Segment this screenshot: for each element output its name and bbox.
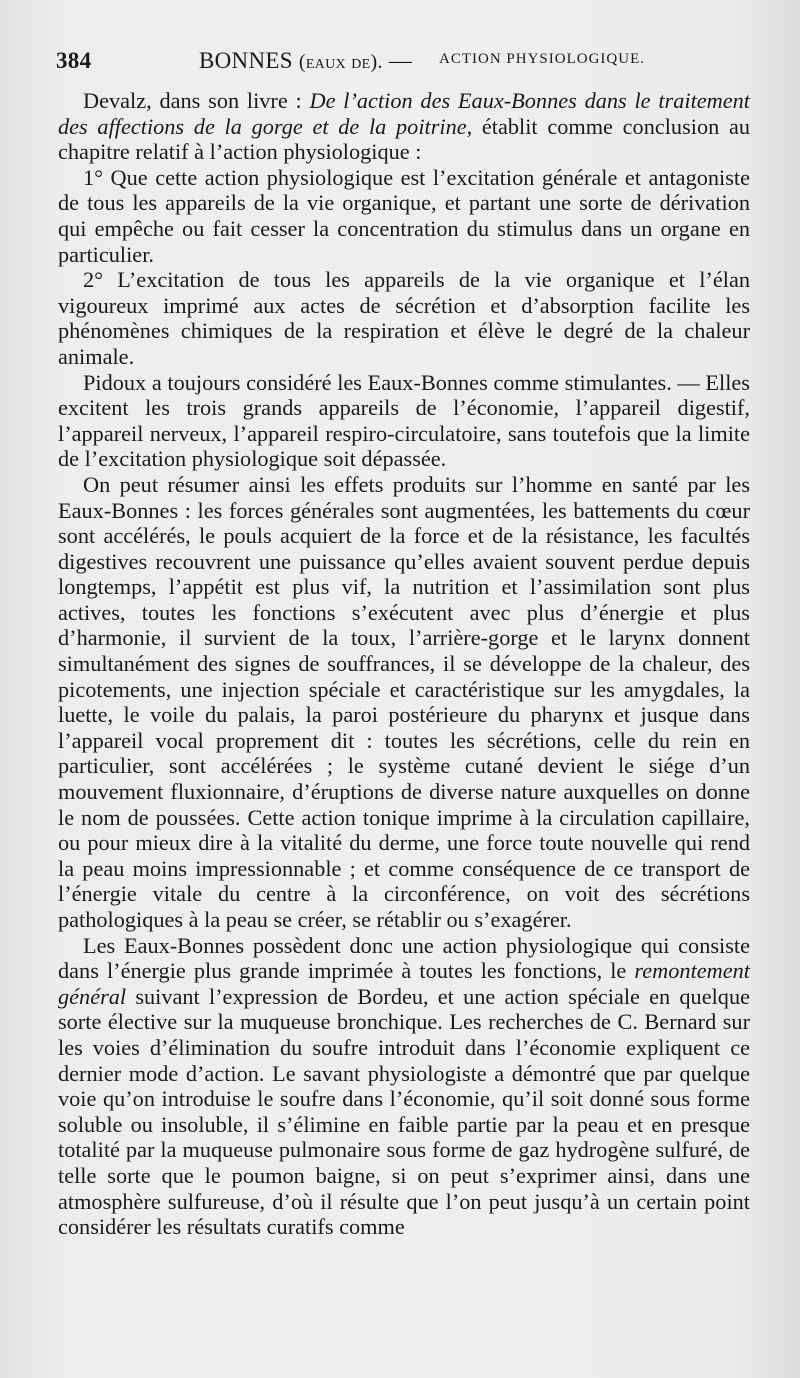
paragraph-text: Les Eaux-Bonnes possèdent donc une action physiologique qui consiste dans l’énergie plus grande imprimée à toutes les fonctions, le <box>58 932 750 984</box>
paragraph: On peut résumer ainsi les effets produits sur l’homme en santé par les Eaux-Bonnes : les forces générales sont augmentées, les battements du cœur sont accélérés, le pouls acquiert de la force et de la résistance, les facultés digestives recouvrent une puissance qu’elles avaient souvent perdue depuis longtemps, l’appétit est plus vif, la nutrition et l’assimilation sont plus actives, toutes les fonctions s’exécutent avec plus d’énergie et plus d’harmonie, il survient de la toux, l’arrière-gorge et le larynx donnent simultanément des signes de souffrances, il se développe de la chaleur, des picotements, une injection spéciale et caractéristique sur les amygdales, la luette, le voile du palais, la paroi postérieure du pharynx et jusque dans l’appareil vocal proprement dit : toutes les sécrétions, celle du rein en particulier, sont accélérées ; le système cutané devient le siége d’un mouvement fluxionnaire, d’éruptions de diverse nature auxquelles on donne le nom de poussées. Cette action tonique imprime à la circulation capillaire, ou pour mieux dire à la vitalité du derme, une force toute nouvelle qui rend la peau moins impressionnable ; et comme conséquence de ce transport de l’énergie vitale du centre à la circonférence, on voit des sécrétions pathologiques à la peau se créer, se rétablir ou s’exagérer. <box>58 471 750 932</box>
italic-term: remontement général <box>58 958 750 1009</box>
running-title-paren: (eaux de). <box>298 51 383 73</box>
paragraph <box>58 88 750 165</box>
running-header <box>56 48 756 78</box>
paragraph <box>58 933 750 1240</box>
book-title: De l’action des Eaux-Bonnes dans le traitement des affections de la gorge et de la poitrine <box>58 88 750 139</box>
paragraph-text: suivant l’expression de Bordeu, et une action spéciale en quelque sorte élective sur la muqueuse bronchique. Les recherches de C. Bernard sur les voies d’élimination du soufre introduit dans l’économie expliquent ce dernier mode d’action. Le savant physiologiste a démontré que par quelque voie qu’on introduise le soufre dans l’économie, qu’il soit donné sous forme soluble ou insoluble, il s’élimine en faible partie par la peau et en presque totalité par la muqueuse pulmonaire sous forme de gaz hydrogène sulfuré, de telle sorte que le poumon baigne, si on peut s’exprimer ainsi, dans une atmosphère sulfureuse, d’où il résulte que l’on peut jusqu’à un certain point considérer les résultats curatifs comme <box>58 983 750 1240</box>
running-title <box>199 48 412 74</box>
paragraph: Pidoux a toujours considéré les Eaux-Bonnes comme stimulantes. — Elles excitent les trois grands appareils de l’économie, l’appareil digestif, l’appareil nerveux, l’appareil respiro-circulatoire, sans toutefois que la limite de l’excitation physiologique soit dépassée. <box>58 369 750 472</box>
running-title-main: BONNES <box>199 48 293 73</box>
paragraph-text: Devalz, dans son livre : <box>83 88 310 113</box>
paragraph-text: , établit comme conclusion au chapitre relatif à l’action physiologique : <box>58 113 750 165</box>
paragraph: 2° L’excitation de tous les appareils de la vie organique et l’élan vigoureux imprimé aux actes de sécrétion et d’absorption facilite les phénomènes chimiques de la respiration et élève le degré de la chaleur animale. <box>58 267 750 369</box>
paragraph: 1° Que cette action physiologique est l’excitation générale et antagoniste de tous les appareils de la vie organique, et partant une sorte de dérivation qui empêche ou fait cesser la concentration du stimulus dans un organe en particulier. <box>58 164 750 267</box>
running-section: ACTION PHYSIOLOGIQUE. <box>439 51 645 67</box>
running-title-separator: — <box>388 48 413 73</box>
body-text <box>58 88 750 1240</box>
page-number: 384 <box>56 48 92 73</box>
